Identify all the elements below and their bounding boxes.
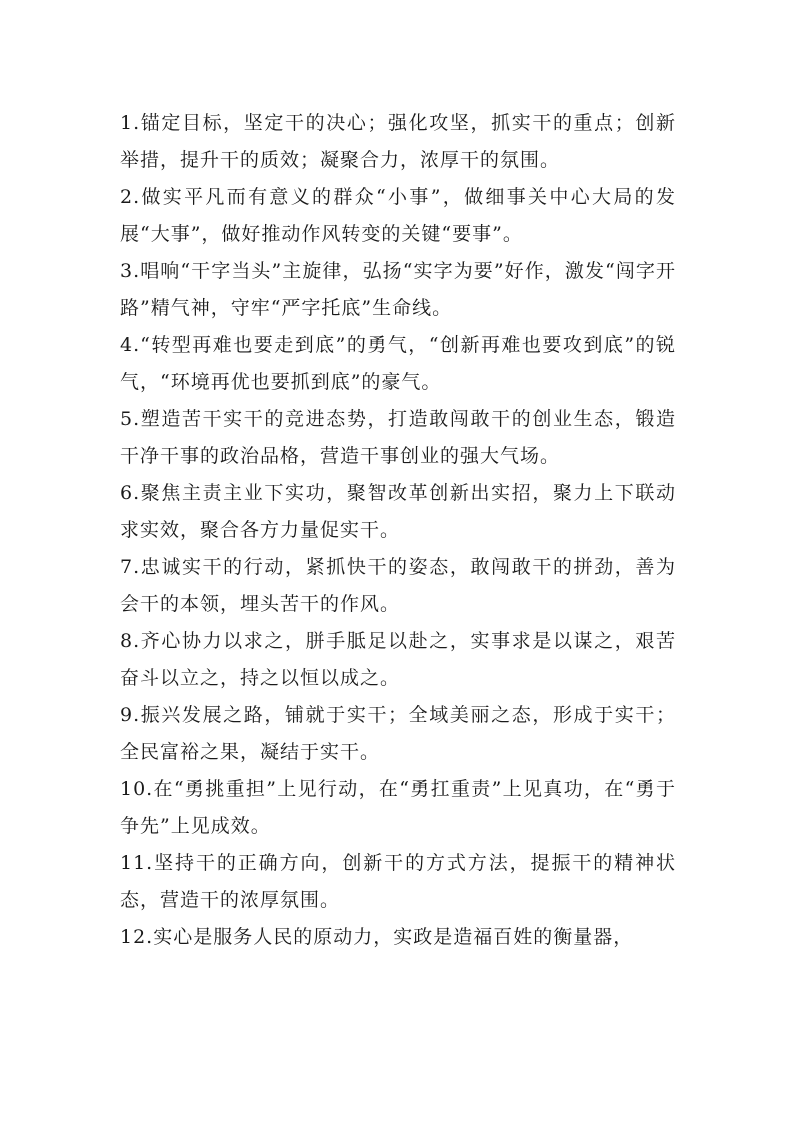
paragraph-11: 11.坚持干的正确方向，创新干的方式方法，提振干的精神状态，营造干的浓厚氛围。 [120,852,676,911]
paragraph-5: 5.塑造苦干实干的竞进态势，打造敢闯敢干的创业生态，锻造干净干事的政治品格，营造干事创业的强大气场。 [120,408,676,467]
paragraph-8: 8.齐心协力以求之，胼手胝足以赴之，实事求是以谋之，艰苦奋斗以立之，持之以恒以成之。 [120,630,676,689]
paragraph-12: 12.实心是服务人民的原动力，实政是造福百姓的衡量器， [120,926,634,948]
paragraph-6: 6.聚焦主责主业下实功，聚智改革创新出实招，聚力上下联动求实效，聚合各方力量促实干。 [120,482,676,541]
paragraph-4: 4.“转型再难也要走到底”的勇气，“创新再难也要攻到底”的锐气，“环境再优也要抓到底”的豪气。 [120,334,676,393]
paragraph-2: 2.做实平凡而有意义的群众“小事”，做细事关中心大局的发展“大事”，做好推动作风转变的关键“要事”。 [120,186,676,245]
paragraph-1: 1.锚定目标，坚定干的决心；强化攻坚，抓实干的重点；创新举措，提升干的质效；凝聚合力，浓厚干的氛围。 [120,112,676,171]
paragraph-10: 10.在“勇挑重担”上见行动，在“勇扛重责”上见真功，在“勇于争先”上见成效。 [120,778,676,837]
paragraph-9: 9.振兴发展之路，铺就于实干；全域美丽之态，形成于实干；全民富裕之果，凝结于实干。 [120,704,676,763]
document-body [120,105,676,956]
paragraph-7: 7.忠诚实干的行动，紧抓快干的姿态，敢闯敢干的拼劲，善为会干的本领，埋头苦干的作风。 [120,556,676,615]
paragraph-3: 3.唱响“干字当头”主旋律，弘扬“实字为要”好作，激发“闯字开路”精气神，守牢“严字托底”生命线。 [120,260,676,319]
